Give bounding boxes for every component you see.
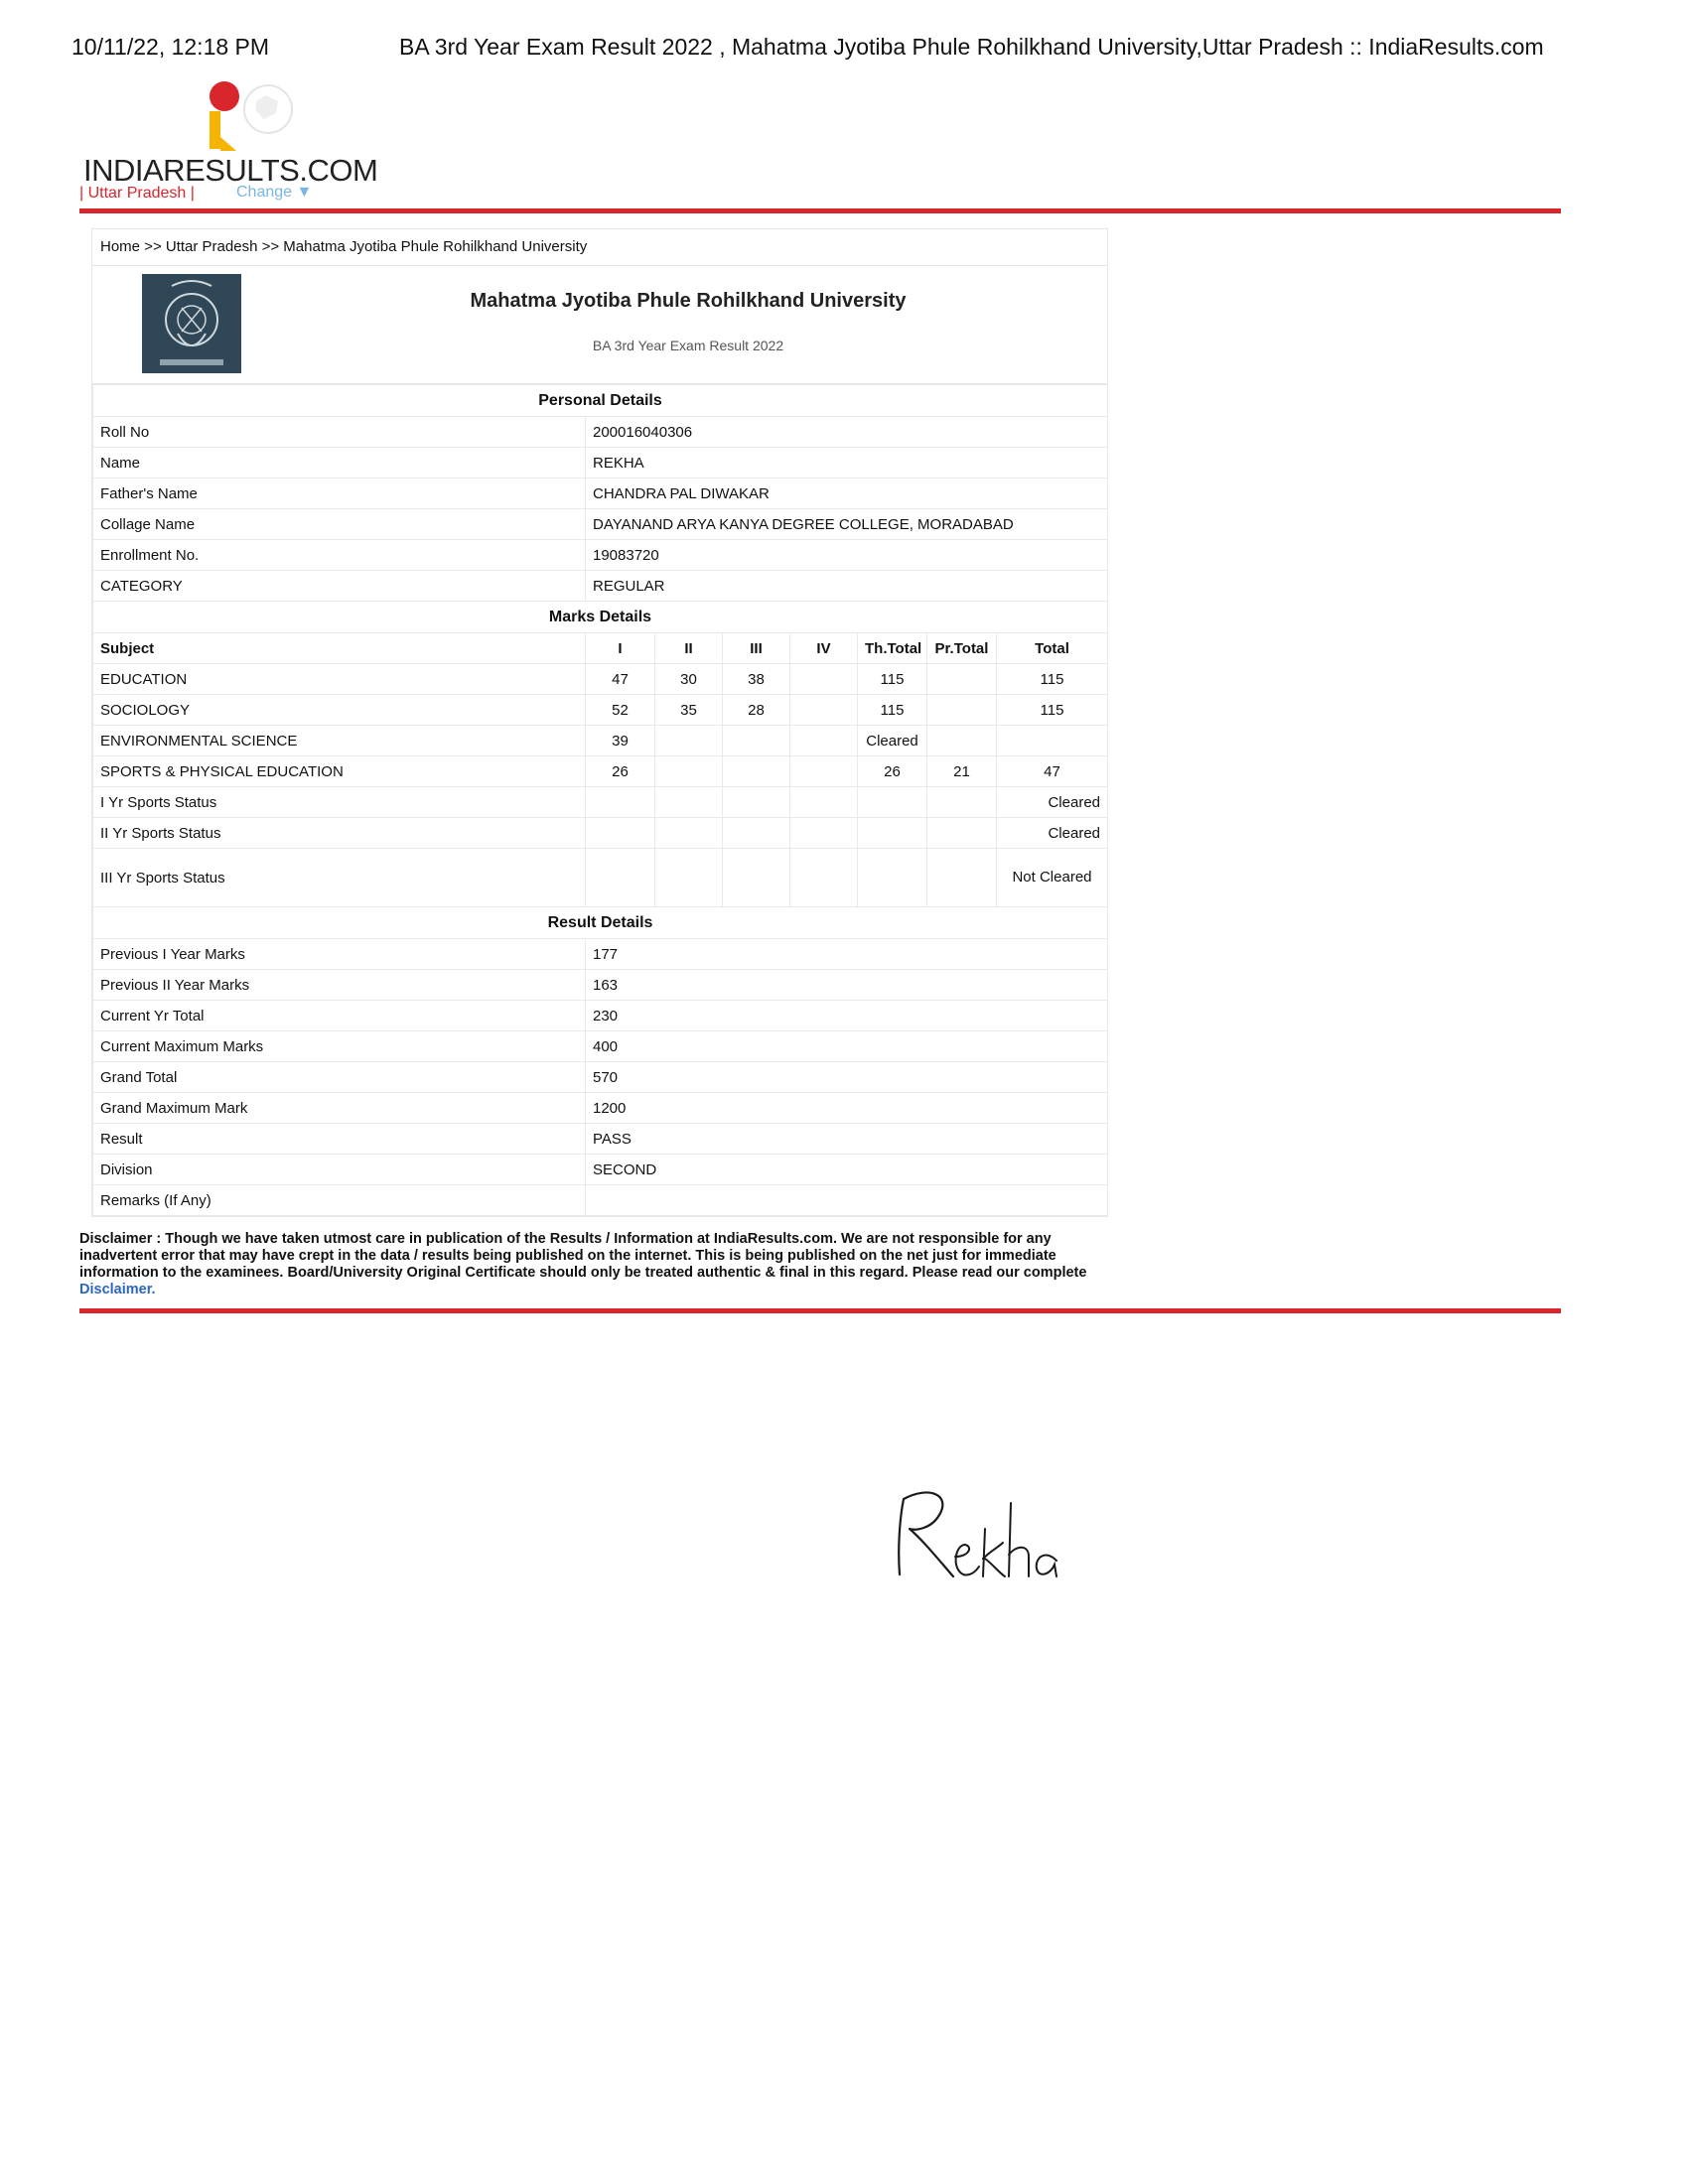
logo-mark-icon [175,79,294,164]
marks-cell: 52 [586,695,655,726]
column-header: Subject [93,633,586,664]
field-label: Previous II Year Marks [93,970,586,1001]
name-value: REKHA [586,448,1108,478]
result-row [93,1185,1108,1216]
field-value: 400 [586,1031,1108,1062]
marks-cell: 26 [858,756,927,787]
marks-cell: 30 [655,664,723,695]
personal-row [93,540,1108,571]
marks-cell: 35 [655,695,723,726]
marks-cell [723,787,790,818]
marks-cell [997,726,1108,756]
marks-cell [858,849,927,907]
result-row [93,1124,1108,1155]
marks-cell [790,787,858,818]
disclaimer [79,1231,1132,1298]
marks-cell: 115 [997,664,1108,695]
marks-cell [927,726,997,756]
column-header: Th.Total [858,633,927,664]
subject-cell: EDUCATION [93,664,586,695]
marks-cell [858,787,927,818]
footer-divider [79,1308,1561,1313]
print-datetime: 10/11/22, 12:18 PM [71,34,270,60]
marks-cell [723,818,790,849]
change-state-link[interactable]: Change ▼ [236,184,313,201]
field-label: Father's Name [93,478,586,509]
column-header: Pr.Total [927,633,997,664]
marks-row [93,695,1108,726]
marks-row [93,664,1108,695]
marks-cell: 39 [586,726,655,756]
field-label: Collage Name [93,509,586,540]
subject-cell: SPORTS & PHYSICAL EDUCATION [93,756,586,787]
marks-cell [655,818,723,849]
field-label: Result [93,1124,586,1155]
marks-cell [790,664,858,695]
marks-cell [723,756,790,787]
print-header [71,30,1609,69]
marks-cell: 115 [858,664,927,695]
result-row [93,1001,1108,1031]
subject-cell: SOCIOLOGY [93,695,586,726]
field-value: 177 [586,939,1108,970]
father-name-value: CHANDRA PAL DIWAKAR [586,478,1108,509]
marks-cell: 115 [997,695,1108,726]
column-header: I [586,633,655,664]
marks-cell: 21 [927,756,997,787]
marks-cell [927,695,997,726]
header-divider [79,208,1561,213]
subject-cell: ENVIRONMENTAL SCIENCE [93,726,586,756]
field-value: 163 [586,970,1108,1001]
field-label: CATEGORY [93,571,586,602]
disclaimer-link[interactable]: Disclaimer. [79,1282,156,1297]
sports-status-cell: Cleared [997,787,1108,818]
breadcrumb[interactable]: Home >> Uttar Pradesh >> Mahatma Jyotiba Phule Rohilkhand University [92,229,1107,266]
marks-cell [790,695,858,726]
roll-no-value: 200016040306 [586,417,1108,448]
marks-details-heading: Marks Details [93,602,1108,633]
marks-cell [655,726,723,756]
marks-cell [927,787,997,818]
sports-status-cell: Cleared [997,818,1108,849]
marks-cell [586,787,655,818]
marks-cell [586,849,655,907]
personal-row [93,571,1108,602]
marks-cell: 38 [723,664,790,695]
field-label: Previous I Year Marks [93,939,586,970]
marks-cell [586,818,655,849]
college-name-value: DAYANAND ARYA KANYA DEGREE COLLEGE, MORADABAD [586,509,1108,540]
marks-header-row [93,633,1108,664]
division-value: SECOND [586,1155,1108,1185]
marks-cell [790,818,858,849]
field-label: Remarks (If Any) [93,1185,586,1216]
result-status-value: PASS [586,1124,1108,1155]
column-header: Total [997,633,1108,664]
university-name: Mahatma Jyotiba Phule Rohilkhand University [470,290,907,312]
marks-row [93,849,1108,907]
personal-details-heading: Personal Details [93,385,1108,417]
marks-cell [723,726,790,756]
marks-row [93,787,1108,818]
marks-cell [655,849,723,907]
exam-title: BA 3rd Year Exam Result 2022 [592,338,784,353]
result-row [93,939,1108,970]
state-label: | Uttar Pradesh | [79,185,195,202]
marks-cell [790,726,858,756]
remarks-value [586,1185,1108,1216]
result-row [93,1155,1108,1185]
personal-row [93,509,1108,540]
field-label: Division [93,1155,586,1185]
field-label: Grand Total [93,1062,586,1093]
field-value: 230 [586,1001,1108,1031]
marks-cell [927,849,997,907]
column-header: II [655,633,723,664]
field-label: Current Yr Total [93,1001,586,1031]
marks-cell: 28 [723,695,790,726]
marks-cell: 115 [858,695,927,726]
result-row [93,1093,1108,1124]
sports-status-cell: Not Cleared [997,849,1108,907]
marks-row [93,756,1108,787]
marks-cell: 47 [997,756,1108,787]
result-panel [91,228,1108,1217]
university-header [92,266,1107,384]
personal-row [93,417,1108,448]
personal-row [93,448,1108,478]
marks-cell: 26 [586,756,655,787]
result-table [92,384,1108,1216]
subject-cell: III Yr Sports Status [93,849,586,907]
logo-wordmark: INDIARESULTS.COM [83,153,378,188]
field-label: Current Maximum Marks [93,1031,586,1062]
marks-row [93,818,1108,849]
result-details-heading: Result Details [93,907,1108,939]
result-row [93,1031,1108,1062]
result-row [93,970,1108,1001]
field-label: Grand Maximum Mark [93,1093,586,1124]
marks-cell: 47 [586,664,655,695]
marks-cell [723,849,790,907]
marks-cell [858,818,927,849]
marks-cell [655,756,723,787]
column-header: III [723,633,790,664]
marks-cell [790,756,858,787]
category-value: REGULAR [586,571,1108,602]
site-logo[interactable] [77,79,378,208]
field-label: Roll No [93,417,586,448]
marks-cell [927,664,997,695]
field-label: Name [93,448,586,478]
marks-row [93,726,1108,756]
marks-cell [655,787,723,818]
result-row [93,1062,1108,1093]
marks-cell [927,818,997,849]
enrollment-no-value: 19083720 [586,540,1108,571]
subject-cell: I Yr Sports Status [93,787,586,818]
column-header: IV [790,633,858,664]
marks-cell: Cleared [858,726,927,756]
field-value: 1200 [586,1093,1108,1124]
print-page-title: BA 3rd Year Exam Result 2022 , Mahatma Jyotiba Phule Rohilkhand University,Uttar Pradesh :: IndiaResults.com [399,34,1544,60]
field-value: 570 [586,1062,1108,1093]
subject-cell: II Yr Sports Status [93,818,586,849]
personal-row [93,478,1108,509]
disclaimer-text: Disclaimer : Though we have taken utmost care in publication of the Results / Information at IndiaResults.com. We are not responsible for any inadvertent error that may have crept in the data / results being published on the internet. This is being published on the net just for immediate information to the examinees. Board/University Original Certificate should only be treated authentic & final in this regard. Please read our complete [79,1231,1087,1281]
field-label: Enrollment No. [93,540,586,571]
handwritten-signature [890,1479,1068,1588]
university-emblem-icon [142,274,241,373]
marks-cell [790,849,858,907]
